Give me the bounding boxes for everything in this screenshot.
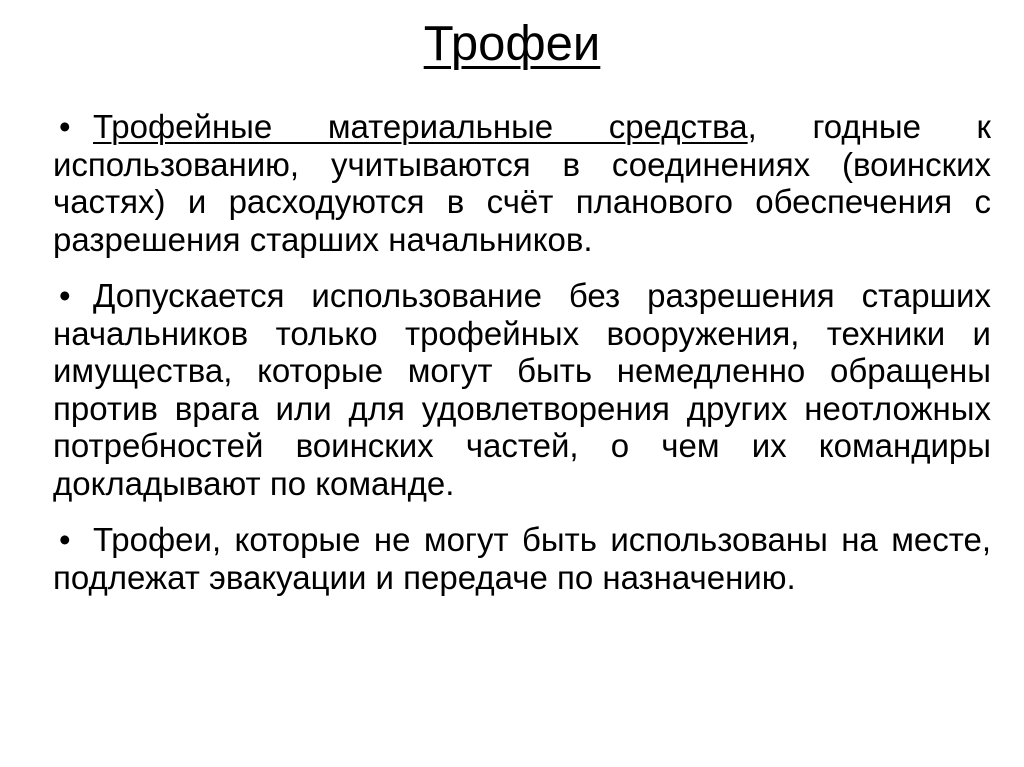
slide-title (0, 14, 1024, 74)
bullet-1-underlined-text: Трофейные материальные средства (93, 108, 748, 145)
bullet-item-3 (53, 521, 991, 596)
bullet-3-text: Трофеи, которые не могут быть использованы на месте, подлежат эвакуации и передаче по назначению. (53, 521, 991, 596)
bullet-1-text: , годные к использованию, учитываются в соединениях (воинских частях) и расходуются в счёт планового обеспечения с разрешения старших начальников. (53, 108, 991, 258)
bullet-2-text: Допускается использование без разрешения старших начальников только трофейных вооружения, техники и имущества, которые могут быть немедленно обращены против врага или для удовлетворения других неотложных потребностей воинских частей, о чем их командиры докладывают по команде. (53, 277, 991, 502)
bullet-list (53, 108, 991, 615)
slide-title-text: Трофеи (423, 17, 601, 71)
bullet-item-2 (53, 277, 991, 502)
bullet-marker: • (59, 521, 71, 558)
bullet-item-1 (53, 108, 991, 258)
bullet-marker: • (59, 108, 71, 145)
bullet-marker: • (59, 277, 71, 314)
